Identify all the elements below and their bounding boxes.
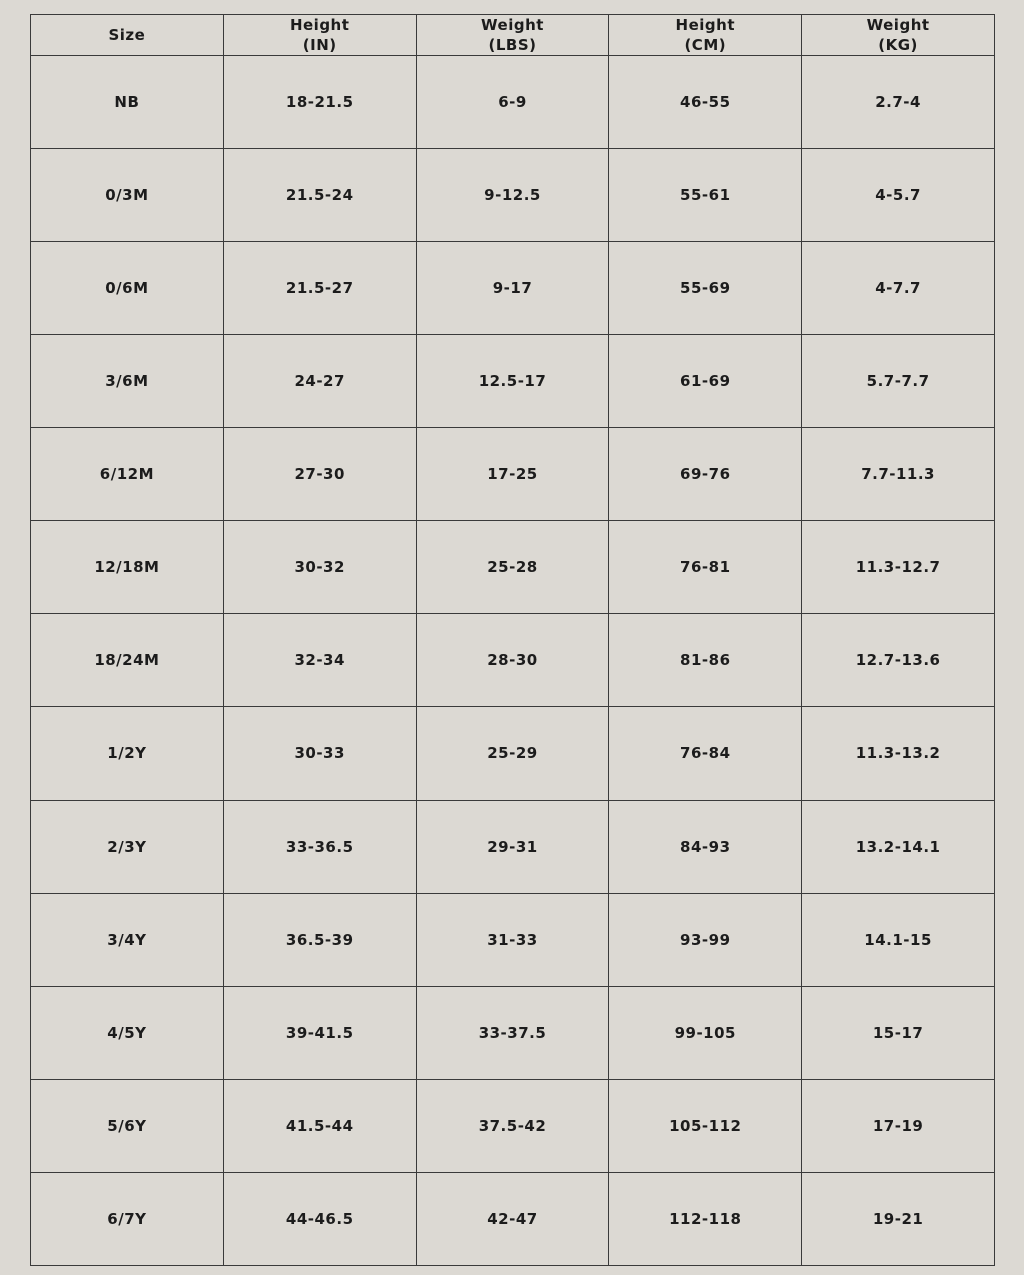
- cell-height-in: 39-41.5: [223, 986, 416, 1079]
- cell-weight-lbs: 29-31: [416, 800, 609, 893]
- cell-weight-lbs: 42-47: [416, 1172, 609, 1265]
- header-weight-lbs-label: Weight: [481, 16, 544, 34]
- cell-weight-lbs: 25-29: [416, 707, 609, 800]
- cell-weight-lbs: 6-9: [416, 56, 609, 149]
- cell-size: NB: [31, 56, 224, 149]
- cell-weight-kg: 17-19: [802, 1079, 995, 1172]
- cell-size: 18/24M: [31, 614, 224, 707]
- cell-weight-kg: 15-17: [802, 986, 995, 1079]
- cell-height-in: 21.5-24: [223, 149, 416, 242]
- cell-height-in: 32-34: [223, 614, 416, 707]
- table-row: [31, 56, 995, 149]
- cell-height-in: 33-36.5: [223, 800, 416, 893]
- cell-weight-lbs: 9-17: [416, 242, 609, 335]
- cell-weight-kg: 2.7-4: [802, 56, 995, 149]
- cell-height-cm: 81-86: [609, 614, 802, 707]
- cell-weight-lbs: 12.5-17: [416, 335, 609, 428]
- cell-height-cm: 93-99: [609, 893, 802, 986]
- table-body: [31, 56, 995, 1266]
- header-weight-lbs-unit: (LBS): [488, 36, 537, 54]
- cell-size: 3/6M: [31, 335, 224, 428]
- cell-weight-lbs: 28-30: [416, 614, 609, 707]
- cell-weight-kg: 13.2-14.1: [802, 800, 995, 893]
- table-row: [31, 149, 995, 242]
- table-row: [31, 521, 995, 614]
- table-row: [31, 893, 995, 986]
- cell-size: 4/5Y: [31, 986, 224, 1079]
- size-chart-table: [30, 14, 995, 1266]
- header-height-cm-unit: (CM): [684, 36, 727, 54]
- cell-size: 2/3Y: [31, 800, 224, 893]
- cell-weight-kg: 4-5.7: [802, 149, 995, 242]
- header-size: [31, 15, 224, 56]
- cell-weight-kg: 11.3-13.2: [802, 707, 995, 800]
- header-height-cm-label: Height: [675, 16, 736, 34]
- cell-weight-lbs: 37.5-42: [416, 1079, 609, 1172]
- cell-height-cm: 76-84: [609, 707, 802, 800]
- cell-weight-kg: 19-21: [802, 1172, 995, 1265]
- header-height-in-label: Height: [289, 16, 350, 34]
- cell-height-cm: 55-69: [609, 242, 802, 335]
- header-row: [31, 15, 995, 56]
- cell-weight-lbs: 9-12.5: [416, 149, 609, 242]
- cell-size: 6/7Y: [31, 1172, 224, 1265]
- cell-size: 1/2Y: [31, 707, 224, 800]
- table-row: [31, 707, 995, 800]
- cell-weight-lbs: 17-25: [416, 428, 609, 521]
- cell-size: 0/3M: [31, 149, 224, 242]
- cell-height-cm: 55-61: [609, 149, 802, 242]
- cell-height-cm: 76-81: [609, 521, 802, 614]
- table-row: [31, 1079, 995, 1172]
- cell-weight-kg: 4-7.7: [802, 242, 995, 335]
- header-weight-kg: [802, 15, 995, 56]
- cell-height-in: 30-32: [223, 521, 416, 614]
- cell-height-cm: 84-93: [609, 800, 802, 893]
- header-height-in: [223, 15, 416, 56]
- cell-weight-lbs: 31-33: [416, 893, 609, 986]
- header-size-label: Size: [108, 26, 146, 44]
- cell-weight-kg: 5.7-7.7: [802, 335, 995, 428]
- cell-size: 6/12M: [31, 428, 224, 521]
- cell-weight-lbs: 33-37.5: [416, 986, 609, 1079]
- header-weight-lbs: [416, 15, 609, 56]
- cell-weight-kg: 11.3-12.7: [802, 521, 995, 614]
- table-row: [31, 428, 995, 521]
- header-weight-kg-unit: (KG): [878, 36, 918, 54]
- table-row: [31, 335, 995, 428]
- cell-size: 12/18M: [31, 521, 224, 614]
- header-height-in-unit: (IN): [302, 36, 337, 54]
- cell-size: 3/4Y: [31, 893, 224, 986]
- cell-height-in: 21.5-27: [223, 242, 416, 335]
- table-row: [31, 800, 995, 893]
- cell-weight-kg: 7.7-11.3: [802, 428, 995, 521]
- table-row: [31, 986, 995, 1079]
- cell-size: 5/6Y: [31, 1079, 224, 1172]
- cell-height-in: 36.5-39: [223, 893, 416, 986]
- cell-height-cm: 105-112: [609, 1079, 802, 1172]
- cell-height-in: 18-21.5: [223, 56, 416, 149]
- header-height-cm: [609, 15, 802, 56]
- cell-size: 0/6M: [31, 242, 224, 335]
- cell-height-in: 27-30: [223, 428, 416, 521]
- cell-height-cm: 112-118: [609, 1172, 802, 1265]
- cell-height-cm: 99-105: [609, 986, 802, 1079]
- cell-weight-kg: 12.7-13.6: [802, 614, 995, 707]
- cell-height-in: 41.5-44: [223, 1079, 416, 1172]
- table-row: [31, 1172, 995, 1265]
- table-row: [31, 614, 995, 707]
- cell-height-cm: 69-76: [609, 428, 802, 521]
- table-row: [31, 242, 995, 335]
- cell-height-in: 30-33: [223, 707, 416, 800]
- cell-height-in: 44-46.5: [223, 1172, 416, 1265]
- cell-weight-lbs: 25-28: [416, 521, 609, 614]
- cell-weight-kg: 14.1-15: [802, 893, 995, 986]
- cell-height-cm: 46-55: [609, 56, 802, 149]
- cell-height-cm: 61-69: [609, 335, 802, 428]
- cell-height-in: 24-27: [223, 335, 416, 428]
- header-weight-kg-label: Weight: [866, 16, 930, 34]
